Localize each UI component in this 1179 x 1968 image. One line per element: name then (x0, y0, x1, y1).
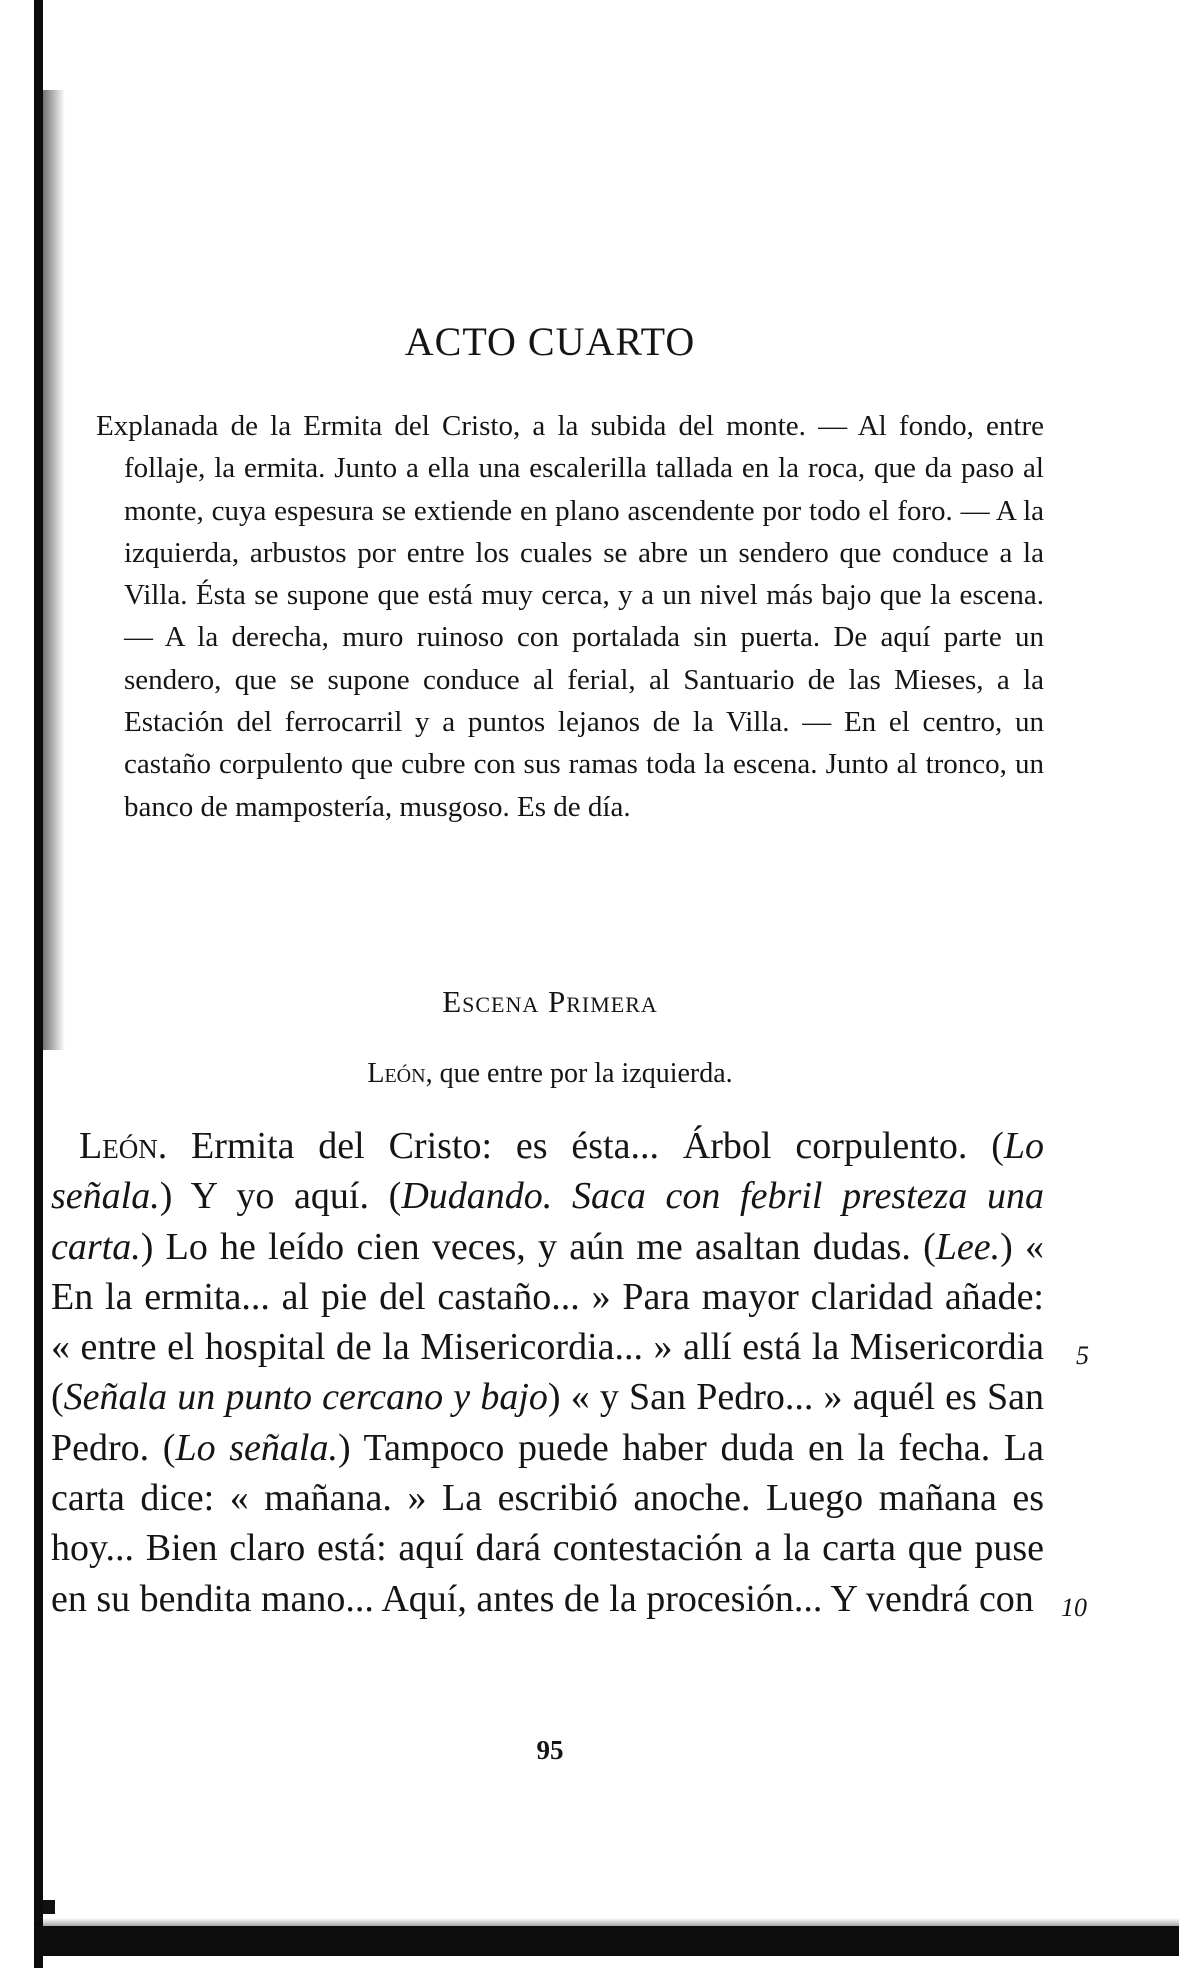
dialogue-text (51, 1125, 1044, 1620)
line-number: 10 (1061, 1593, 1087, 1622)
dialogue-run: ( (991, 1125, 1004, 1167)
stage-note-italic: Lee. (935, 1225, 1001, 1268)
dialogue-run: ) Tampoco puede haber duda en la fecha. La carta dice: « mañana. » La escribió anoche. Luego mañana es hoy... Bien claro está: aquí dará contestación a la carta que puse en su bendita mano... Aquí, antes de la procesión... Y vendrá con (51, 1426, 1044, 1620)
scan-binding-shadow (43, 90, 65, 1050)
dialogue-run: ) « En la ermita... al pie del castaño... » Para mayor claridad añade: « entre el hospital de la Misericordia... » allí está la Misericordia ( (51, 1225, 1044, 1419)
stage-note-italic: Dudando. Saca con febril presteza una carta. (51, 1175, 1045, 1268)
stage-direction: Explanada de la Ermita del Cristo, a la subida del monte. — Al fondo, entre follaje, la ermita. Junto a ella una escalerilla tallada en la roca, que da paso al monte, cuya espesura se extiende en plano ascendente por todo el foro. — A la izquierda, arbustos por entre los cuales se abre un sendero que conduce a la Villa. Ésta se supone que está muy cerca, y a un nivel más bajo que la escena. — A la derecha, muro ruinoso con portalada sin puerta. De aquí parte un sendero, que se supone conduce al ferial, al Santuario de las Mieses, a la Estación del ferrocarril y a puntos lejanos de la Villa. — En el centro, un castaño corpulento que cubre con sus ramas toda la escena. Junto al tronco, un banco de mampostería, musgoso. Es de día. (96, 410, 1044, 823)
scan-bottom-shadow (34, 1918, 1179, 1926)
scan-bottom-edge (34, 1926, 1179, 1956)
scene-cast (0, 1058, 1100, 1090)
dialogue-paragraph (51, 1121, 1044, 1624)
line-number: 5 (1076, 1341, 1089, 1370)
dialogue-run: ) Y yo aquí. ( (159, 1175, 402, 1218)
stage-note-italic: Señala un punto cercano y bajo (63, 1376, 548, 1419)
scan-corner-mark (43, 1900, 55, 1914)
page-number: 95 (536, 1735, 564, 1765)
stage-note-italic: Lo señala. (175, 1426, 338, 1469)
dialogue-run: ) « y San Pedro... » aquél es San Pedro. ( (51, 1376, 1044, 1469)
cast-name: León (367, 1058, 426, 1089)
speaker-name: León. (79, 1125, 168, 1167)
scene-title: Escena Primera (442, 984, 658, 1019)
act-title: ACTO CUARTO (404, 319, 696, 364)
cast-description: , que entre por la izquierda. (425, 1058, 733, 1089)
stage-note-italic: Lo señala. (51, 1125, 1044, 1218)
dialogue-run: ) Lo he leído cien veces, y aún me asaltan dudas. ( (140, 1225, 936, 1268)
dialogue-run: Ermita del Cristo: es ésta... Árbol corpulento. (167, 1125, 992, 1167)
